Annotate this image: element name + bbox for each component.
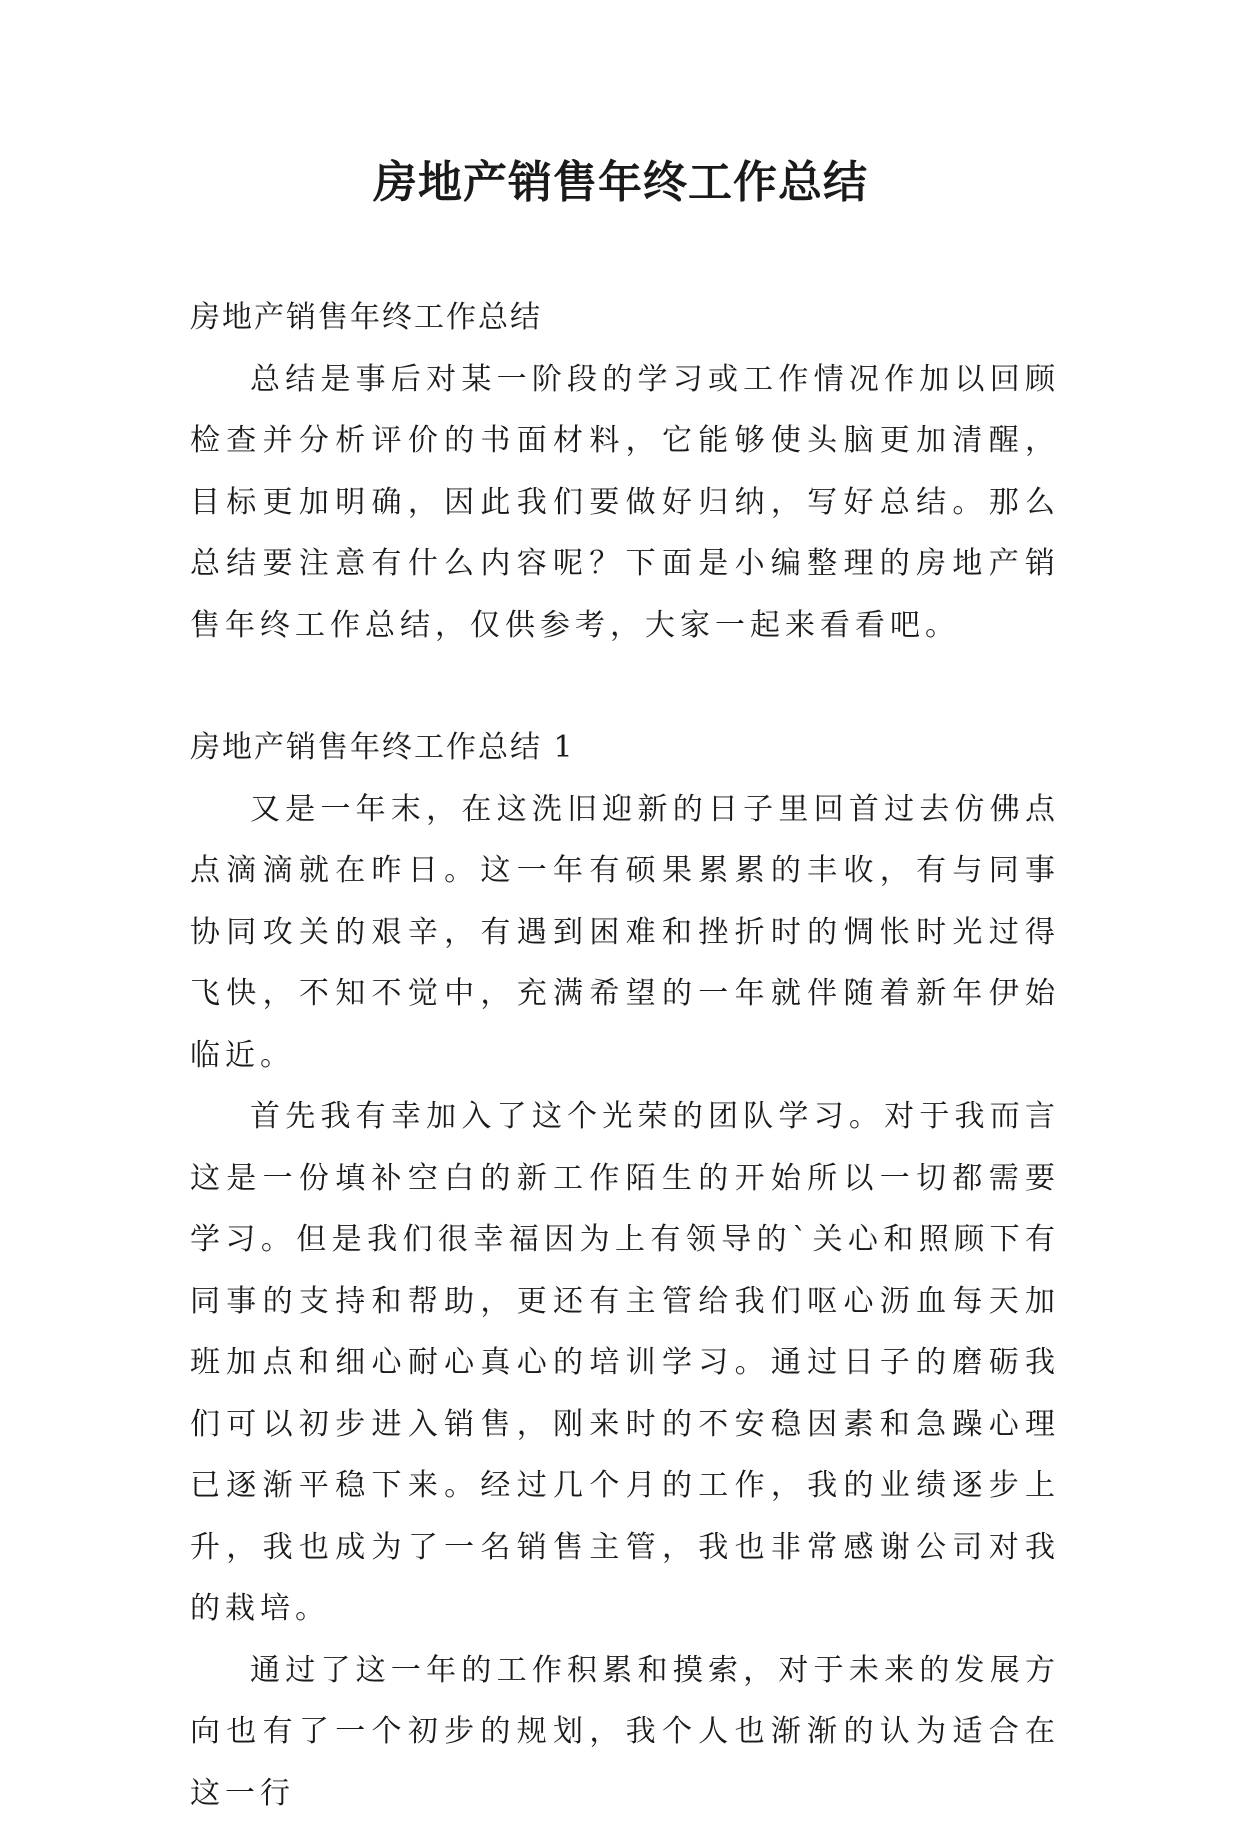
section1-heading: 房地产销售年终工作总结 1 — [190, 717, 1060, 779]
intro-paragraph: 总结是事后对某一阶段的学习或工作情况作加以回顾检查并分析评价的书面材料，它能够使头脑更加清醒，目标更加明确，因此我们要做好归纳，写好总结。那么总结要注意有什么内容呢？下面是小编整理的房地产销售年终工作总结，仅供参考，大家一起来看看吧。 — [190, 349, 1060, 657]
intro-heading: 房地产销售年终工作总结 — [190, 287, 1060, 349]
section1-paragraph-3: 通过了这一年的工作积累和摸索，对于未来的发展方向也有了一个初步的规划，我个人也渐渐的认为适合在这一行 — [190, 1640, 1060, 1824]
document-title: 房地产销售年终工作总结 — [0, 150, 1241, 216]
section-spacer — [190, 656, 1060, 717]
document-body — [190, 287, 1060, 1824]
section1-paragraph-1: 又是一年末，在这洗旧迎新的日子里回首过去仿佛点点滴滴就在昨日。这一年有硕果累累的丰收，有与同事协同攻关的艰辛，有遇到困难和挫折时的惆怅时光过得飞快，不知不觉中，充满希望的一年就伴随着新年伊始临近。 — [190, 779, 1060, 1087]
section1-paragraph-2: 首先我有幸加入了这个光荣的团队学习。对于我而言这是一份填补空白的新工作陌生的开始所以一切都需要学习。但是我们很幸福因为上有领导的`关心和照顾下有同事的支持和帮助，更还有主管给我们呕心沥血每天加班加点和细心耐心真心的培训学习。通过日子的磨砺我们可以初步进入销售，刚来时的不安稳因素和急躁心理已逐渐平稳下来。经过几个月的工作，我的业绩逐步上升，我也成为了一名销售主管，我也非常感谢公司对我的栽培。 — [190, 1086, 1060, 1640]
